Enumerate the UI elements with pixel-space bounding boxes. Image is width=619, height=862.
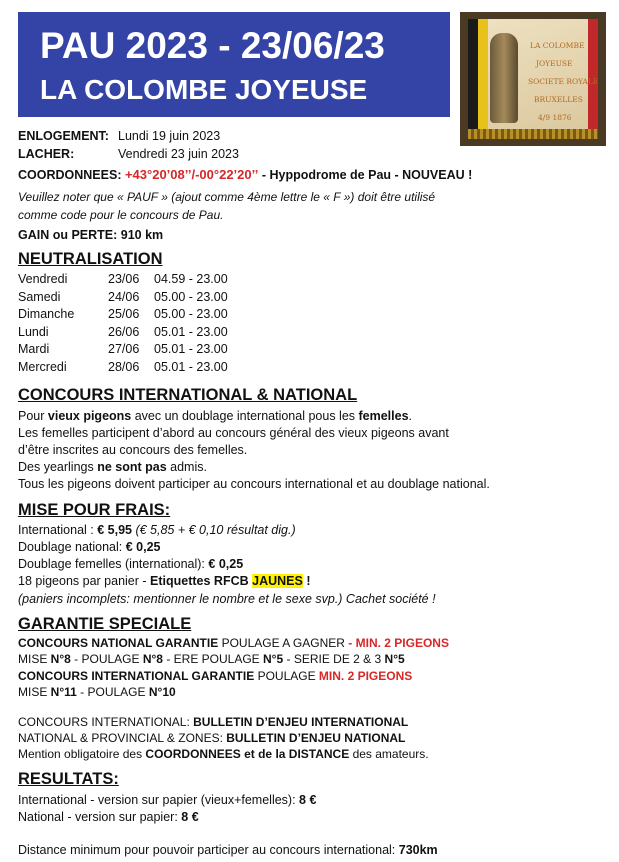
- text: - ERE POULAGE: [162, 652, 264, 666]
- text: CONCOURS INTERNATIONAL:: [18, 715, 194, 729]
- page-subtitle: LA COLOMBE JOYEUSE: [40, 74, 368, 105]
- lacher-value: Vendredi 23 juin 2023: [118, 147, 239, 161]
- lacher-label: LACHER:: [18, 147, 75, 161]
- neutralisation-hours: 05.00 - 23.00: [154, 307, 228, 322]
- resultats-line: [18, 809, 199, 825]
- text: MIN. 2 PIGEONS: [318, 669, 413, 683]
- bulletin-line: [18, 746, 429, 762]
- flag-text: 4/9 1876: [538, 113, 572, 122]
- lacher-line: [18, 146, 239, 162]
- text: - POULAGE: [70, 652, 143, 666]
- society-flag-image: [460, 12, 606, 146]
- neutralisation-date: 28/06: [108, 360, 140, 374]
- concours-line: Tous les pigeons doivent participer au concours international et au doublage national.: [18, 477, 490, 491]
- neutralisation-hours: 04.59 - 23.00: [154, 272, 228, 286]
- text: MISE: [18, 685, 51, 699]
- text: !: [302, 574, 311, 588]
- text: (€ 5,85 + € 0,10 résultat dig.): [131, 523, 296, 537]
- text: Distance minimum pour pouvoir participer au concours international:: [18, 843, 399, 857]
- coordinates-label: COORDONNEES:: [18, 168, 122, 182]
- concours-heading: CONCOURS INTERNATIONAL & NATIONAL: [18, 386, 358, 404]
- coordinates-line: [18, 167, 472, 183]
- flag-banner: [468, 19, 598, 139]
- text: ne sont pas: [97, 460, 167, 474]
- text: avec un doublage international pous les: [131, 409, 359, 423]
- text: Pour: [18, 409, 48, 423]
- price: € 0,25: [208, 557, 244, 571]
- garantie-line: [18, 635, 449, 651]
- code-note: Veuillez noter que « PAUF » (ajout comme 4ème lettre le « F ») doit être utilisé: [18, 190, 436, 204]
- text: N°8: [142, 652, 163, 666]
- coordinates-value: +43°20’08’’/-00°22’20’’: [124, 167, 259, 182]
- mise-line: (paniers incomplets: mentionner le nombre et le sexe svp.) Cachet société !: [18, 592, 436, 606]
- flag-fringe: [468, 129, 598, 139]
- text: CONCOURS INTERNATIONAL GARANTIE: [18, 669, 255, 683]
- enlogement-value: Lundi 19 juin 2023: [118, 129, 221, 143]
- distance-line: [18, 842, 438, 858]
- text: - SERIE DE 2 & 3: [283, 652, 385, 666]
- text: - MIN. 2 PIGEONS: [348, 636, 449, 650]
- garantie-line: [18, 651, 405, 667]
- flag-text: JOYEUSE: [536, 59, 573, 68]
- mise-heading: MISE POUR FRAIS:: [18, 501, 171, 519]
- text: International - version sur papier (vieux+femelles):: [18, 793, 300, 807]
- neutralisation-date: 26/06: [108, 324, 140, 339]
- neutralisation-date: 27/06: [108, 342, 140, 357]
- flag-stripe-black: [468, 19, 478, 139]
- text: N°11: [50, 685, 77, 699]
- text: Etiquettes RFCB: [150, 574, 253, 588]
- neutralisation-hours: 05.00 - 23.00: [154, 289, 228, 304]
- bulletin-line: [18, 714, 408, 730]
- neutralisation-heading: NEUTRALISATION: [18, 250, 163, 268]
- text: N°5: [384, 652, 405, 666]
- neutralisation-day: Vendredi: [18, 272, 68, 286]
- neutralisation-hours: 05.01 - 23.00: [154, 342, 228, 357]
- distance-value: 730km: [398, 843, 438, 857]
- concours-line: [18, 459, 207, 475]
- text: Doublage national:: [18, 540, 126, 554]
- mise-line: [18, 539, 161, 555]
- price: 8 €: [181, 810, 199, 824]
- text: N°8: [50, 652, 71, 666]
- concours-line: Les femelles participent d’abord au concours général des vieux pigeons avant: [18, 426, 449, 440]
- bulletin-line: [18, 730, 405, 746]
- mise-line: [18, 573, 310, 589]
- text: NATIONAL & PROVINCIAL & ZONES:: [18, 731, 227, 745]
- code-note: comme code pour le concours de Pau.: [18, 208, 224, 222]
- text: POULAGE A GAGNER: [218, 636, 349, 650]
- resultats-heading: RESULTATS:: [18, 770, 119, 788]
- garantie-heading: GARANTIE SPECIALE: [18, 615, 192, 633]
- highlighted-text: JAUNES: [252, 574, 303, 588]
- flag-stripe-yellow: [478, 19, 488, 139]
- text: Des yearlings: [18, 460, 98, 474]
- neutralisation-day: Mercredi: [18, 360, 67, 374]
- concours-line: [18, 408, 412, 424]
- flag-text: BRUXELLES: [534, 95, 583, 104]
- text: des amateurs.: [349, 747, 429, 761]
- text: N°10: [148, 685, 176, 699]
- text: BULLETIN D’ENJEU INTERNATIONAL: [193, 715, 409, 729]
- garantie-line: [18, 668, 412, 684]
- neutralisation-day: Lundi: [18, 324, 49, 339]
- text: vieux pigeons: [47, 409, 132, 423]
- title-banner: [18, 12, 450, 117]
- text: - POULAGE: [76, 685, 149, 699]
- statue-figure: [490, 33, 518, 123]
- neutralisation-date: 23/06: [108, 272, 140, 286]
- text: .: [408, 409, 413, 423]
- price: 8 €: [299, 793, 317, 807]
- mise-line: [18, 556, 243, 572]
- garantie-line: [18, 684, 176, 700]
- text: POULAGE: [254, 669, 319, 683]
- text: BULLETIN D’ENJEU NATIONAL: [226, 731, 406, 745]
- neutralisation-hours: 05.01 - 23.00: [154, 324, 228, 339]
- text: N°5: [263, 652, 284, 666]
- flag-text: LA COLOMBE: [530, 41, 585, 50]
- distance-gain: GAIN ou PERTE: 910 km: [18, 228, 164, 242]
- neutralisation-date: 25/06: [108, 307, 140, 322]
- neutralisation-hours: 05.01 - 23.00: [154, 360, 228, 374]
- flag-text: SOCIETE ROYALE: [528, 77, 598, 86]
- text: International :: [18, 523, 98, 537]
- neutralisation-day: Dimanche: [18, 307, 75, 322]
- text: Doublage femelles (international):: [18, 557, 209, 571]
- coordinates-location: - Hyppodrome de Pau - NOUVEAU !: [258, 168, 473, 182]
- neutralisation-day: Mardi: [18, 342, 50, 357]
- text: COORDONNEES et de la DISTANCE: [145, 747, 350, 761]
- enlogement-line: [18, 128, 221, 144]
- text: CONCOURS NATIONAL GARANTIE: [18, 636, 219, 650]
- text: admis.: [166, 460, 207, 474]
- page-title: PAU 2023 - 23/06/23: [40, 25, 385, 66]
- text: 18 pigeons par panier -: [18, 574, 151, 588]
- price: € 5,95: [97, 523, 132, 537]
- enlogement-label: ENLOGEMENT:: [18, 129, 109, 143]
- text: National - version sur papier:: [18, 810, 182, 824]
- text: MISE: [18, 652, 51, 666]
- price: € 0,25: [125, 540, 161, 554]
- neutralisation-date: 24/06: [108, 289, 140, 304]
- resultats-line: [18, 792, 316, 808]
- text: Mention obligatoire des: [18, 747, 146, 761]
- mise-line: [18, 522, 296, 538]
- text: femelles: [358, 409, 409, 423]
- concours-line: d’être inscrites au concours des femelles.: [18, 443, 248, 457]
- neutralisation-day: Samedi: [18, 289, 61, 304]
